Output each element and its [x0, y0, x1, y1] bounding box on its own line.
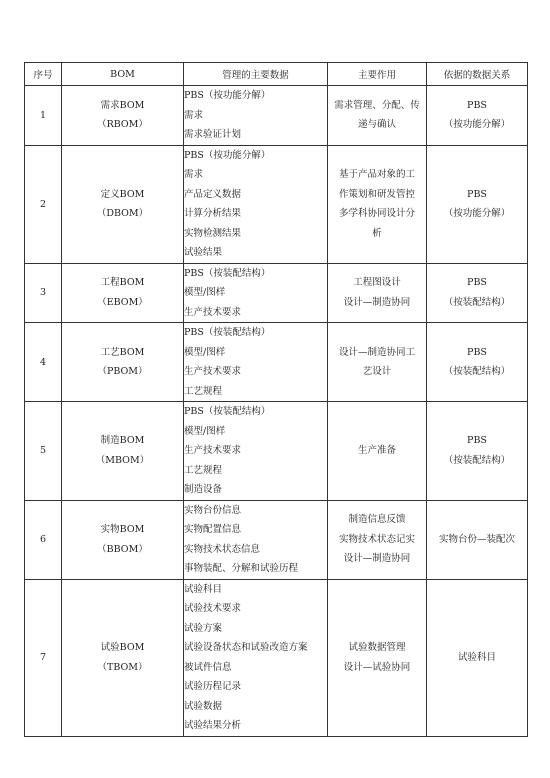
bom-name-cell — [62, 323, 184, 402]
managed-data-item: 计算分析结果 — [184, 208, 242, 219]
main-role-cell — [328, 402, 427, 501]
managed-data-item: PBS（按功能分解） — [184, 149, 271, 161]
managed-data-cell — [184, 323, 328, 402]
bom-name-line: （BBOM） — [97, 543, 148, 555]
data-relation-cell — [427, 145, 528, 263]
data-relation-cell — [427, 323, 528, 402]
data-relation-line: PBS — [467, 435, 487, 447]
table-row — [25, 500, 528, 579]
table-row — [25, 579, 528, 736]
data-relation-line: （按功能分解） — [443, 119, 511, 131]
bom-name-line: （TBOM） — [97, 661, 148, 673]
main-role-cell — [328, 500, 427, 579]
document-page — [24, 62, 527, 737]
main-role-cell — [328, 263, 427, 323]
bom-name-cell — [62, 86, 184, 146]
main-role-line: 实物技术状态记实 — [338, 533, 415, 545]
managed-data-item: 模型/图样 — [184, 425, 226, 437]
managed-data-cell — [184, 145, 328, 263]
bom-name-line: 实物BOM — [100, 524, 145, 535]
bom-name-line: 工艺BOM — [100, 346, 145, 358]
main-role-line: 制造信息反馈 — [348, 514, 406, 526]
row-index-cell: 3 — [25, 263, 62, 323]
table-body — [25, 86, 528, 737]
managed-data-cell — [184, 500, 328, 579]
managed-data-item: 实物配置信息 — [184, 524, 242, 535]
managed-data-item: 需求验证计划 — [184, 129, 242, 140]
bom-name-line: 需求BOM — [100, 99, 145, 111]
managed-data-item: 实物检测结果 — [184, 227, 242, 239]
managed-data-item: 试验历程记录 — [184, 681, 242, 692]
managed-data-item: 事物装配、分解和试验历程 — [184, 563, 299, 574]
managed-data-item: 需求 — [184, 169, 204, 180]
row-index-cell: 2 — [25, 145, 62, 263]
bom-name-line: 工程BOM — [100, 277, 145, 289]
data-relation-line: （按装配结构） — [443, 296, 511, 308]
managed-data-item: 试验方案 — [184, 622, 223, 634]
managed-data-item: 产品定义数据 — [184, 188, 242, 200]
managed-data-cell — [184, 579, 328, 736]
managed-data-item: 制造设备 — [184, 484, 223, 495]
managed-data-item: 试验科目 — [184, 583, 223, 595]
managed-data-item: PBS（按装配结构） — [184, 406, 271, 417]
bom-name-cell — [62, 500, 184, 579]
managed-data-item: PBS（按装配结构） — [184, 267, 271, 279]
data-relation-cell — [427, 402, 528, 501]
main-role-line: 基于产品对象的工 — [338, 169, 415, 180]
data-relation-line: 实物台份—装配次 — [438, 533, 515, 545]
bom-name-cell — [62, 402, 184, 501]
managed-data-item: 被试件信息 — [184, 661, 232, 673]
managed-data-cell — [184, 402, 328, 501]
main-role-line: 艺设计 — [362, 366, 392, 377]
managed-data-item: 试验技术要求 — [184, 603, 242, 614]
main-role-line: 试验数据管理 — [348, 642, 406, 653]
data-relation-cell — [427, 500, 528, 579]
data-relation-cell — [427, 263, 528, 323]
bom-name-line: （PBOM） — [97, 366, 148, 377]
managed-data-item: PBS（按功能分解） — [184, 90, 271, 101]
table-row — [25, 86, 528, 146]
managed-data-item: 试验设备状态和试验改造方案 — [184, 642, 308, 653]
main-role-line: 设计—试验协同 — [343, 661, 411, 673]
bom-name-cell — [62, 579, 184, 736]
main-role-cell — [328, 86, 427, 146]
row-index-cell: 5 — [25, 402, 62, 501]
main-role-line: 工程图设计 — [353, 277, 401, 289]
data-relation-line: （按功能分解） — [443, 208, 511, 219]
main-role-line: 递与确认 — [357, 119, 396, 131]
main-role-line: 需求管理、分配、传 — [334, 99, 420, 111]
table-row — [25, 402, 528, 501]
managed-data-item: 工艺规程 — [184, 385, 223, 397]
managed-data-item: 生产技术要求 — [184, 445, 242, 456]
managed-data-item: 试验数据 — [184, 700, 223, 712]
bom-name-line: （EBOM） — [97, 296, 148, 308]
header-data-relation: 依据的数据关系 — [427, 63, 528, 86]
managed-data-cell — [184, 263, 328, 323]
table-row — [25, 263, 528, 323]
row-index-cell: 1 — [25, 86, 62, 146]
main-role-cell — [328, 323, 427, 402]
managed-data-item: 工艺规程 — [184, 464, 223, 476]
data-relation-line: 试验科目 — [457, 651, 496, 663]
managed-data-item: 模型/图样 — [184, 346, 226, 358]
bom-name-line: 定义BOM — [100, 188, 145, 200]
main-role-line: 析 — [372, 227, 382, 239]
main-role-line: 作策划和研发管控 — [338, 188, 415, 200]
managed-data-item: 生产技术要求 — [184, 366, 242, 377]
managed-data-item: 实物技术状态信息 — [184, 543, 261, 555]
managed-data-item: 试验结果 — [184, 247, 223, 258]
bom-table — [24, 62, 528, 737]
managed-data-item: 生产技术要求 — [184, 306, 242, 318]
table-header-row — [25, 63, 528, 86]
bom-name-cell — [62, 145, 184, 263]
managed-data-item: PBS（按装配结构） — [184, 327, 271, 338]
row-index-cell: 4 — [25, 323, 62, 402]
managed-data-item: 需求 — [184, 109, 204, 121]
main-role-cell — [328, 579, 427, 736]
bom-name-cell — [62, 263, 184, 323]
header-index: 序号 — [25, 63, 62, 86]
main-role-cell — [328, 145, 427, 263]
data-relation-line: （按装配结构） — [443, 454, 511, 466]
header-managed-data: 管理的主要数据 — [184, 63, 328, 86]
bom-name-line: （DBOM） — [96, 208, 149, 219]
table-row — [25, 323, 528, 402]
main-role-line: 生产准备 — [357, 445, 396, 456]
main-role-line: 设计—制造协同工 — [338, 346, 415, 358]
data-relation-line: PBS — [467, 346, 487, 358]
main-role-line: 设计—制造协同 — [343, 296, 411, 308]
data-relation-line: （按装配结构） — [443, 366, 511, 377]
data-relation-line: PBS — [467, 277, 487, 289]
main-role-line: 多学科协同设计分 — [338, 208, 415, 219]
managed-data-cell — [184, 86, 328, 146]
data-relation-cell — [427, 579, 528, 736]
bom-name-line: （RBOM） — [97, 119, 148, 131]
table-row — [25, 145, 528, 263]
managed-data-item: 模型/图样 — [184, 287, 226, 298]
bom-name-line: 试验BOM — [100, 642, 145, 653]
data-relation-line: PBS — [467, 188, 487, 200]
data-relation-line: PBS — [467, 99, 487, 111]
bom-name-line: （MBOM） — [95, 454, 150, 466]
row-index-cell: 7 — [25, 579, 62, 736]
bom-name-line: 制造BOM — [100, 435, 145, 447]
managed-data-item: 试验结果分析 — [184, 720, 242, 731]
data-relation-cell — [427, 86, 528, 146]
row-index-cell: 6 — [25, 500, 62, 579]
main-role-line: 设计—制造协同 — [343, 553, 411, 565]
managed-data-item: 实物台份信息 — [184, 504, 242, 516]
header-main-role: 主要作用 — [328, 63, 427, 86]
header-bom: BOM — [62, 63, 184, 86]
